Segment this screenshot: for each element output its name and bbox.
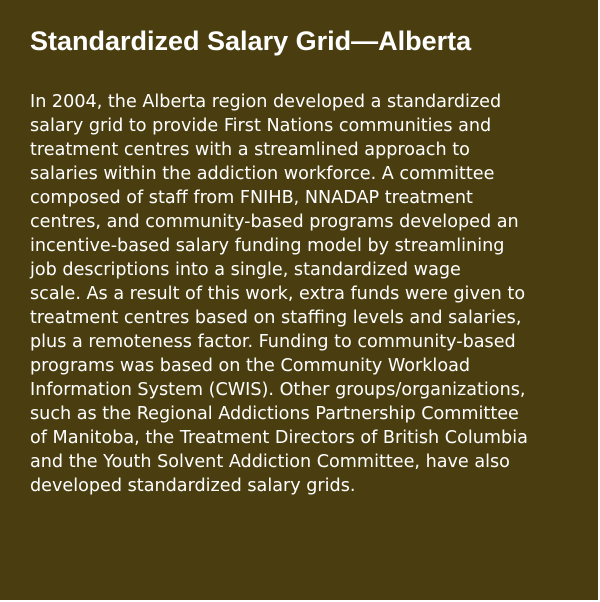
body-line: centres, and community-based programs developed an <box>30 212 519 232</box>
body-line: developed standardized salary grids. <box>30 476 356 496</box>
body-line: incentive-based salary funding model by streamlining <box>30 236 505 256</box>
body-line: such as the Regional Addictions Partnership Committee <box>30 404 519 424</box>
body-line: and the Youth Solvent Addiction Committee, have also <box>30 452 510 472</box>
panel-title: Standardized Salary Grid—Alberta <box>30 26 472 56</box>
body-line: scale. As a result of this work, extra funds were given to <box>30 284 526 304</box>
body-line: salaries within the addiction workforce. A committee <box>30 164 495 184</box>
body-line: treatment centres based on staffing levels and salaries, <box>30 308 522 328</box>
panel-body <box>30 90 570 498</box>
body-line: Information System (CWIS). Other groups/organizations, <box>30 380 526 400</box>
body-line: of Manitoba, the Treatment Directors of British Columbia <box>30 428 528 448</box>
body-line: In 2004, the Alberta region developed a standardized <box>30 92 502 112</box>
body-line: plus a remoteness factor. Funding to community-based <box>30 332 516 352</box>
body-line: salary grid to provide First Nations communities and <box>30 116 492 136</box>
body-line: job descriptions into a single, standardized wage <box>30 260 461 280</box>
body-line: composed of staff from FNIHB, NNADAP treatment <box>30 188 473 208</box>
body-line: programs was based on the Community Workload <box>30 356 471 376</box>
body-line: treatment centres with a streamlined approach to <box>30 140 470 160</box>
